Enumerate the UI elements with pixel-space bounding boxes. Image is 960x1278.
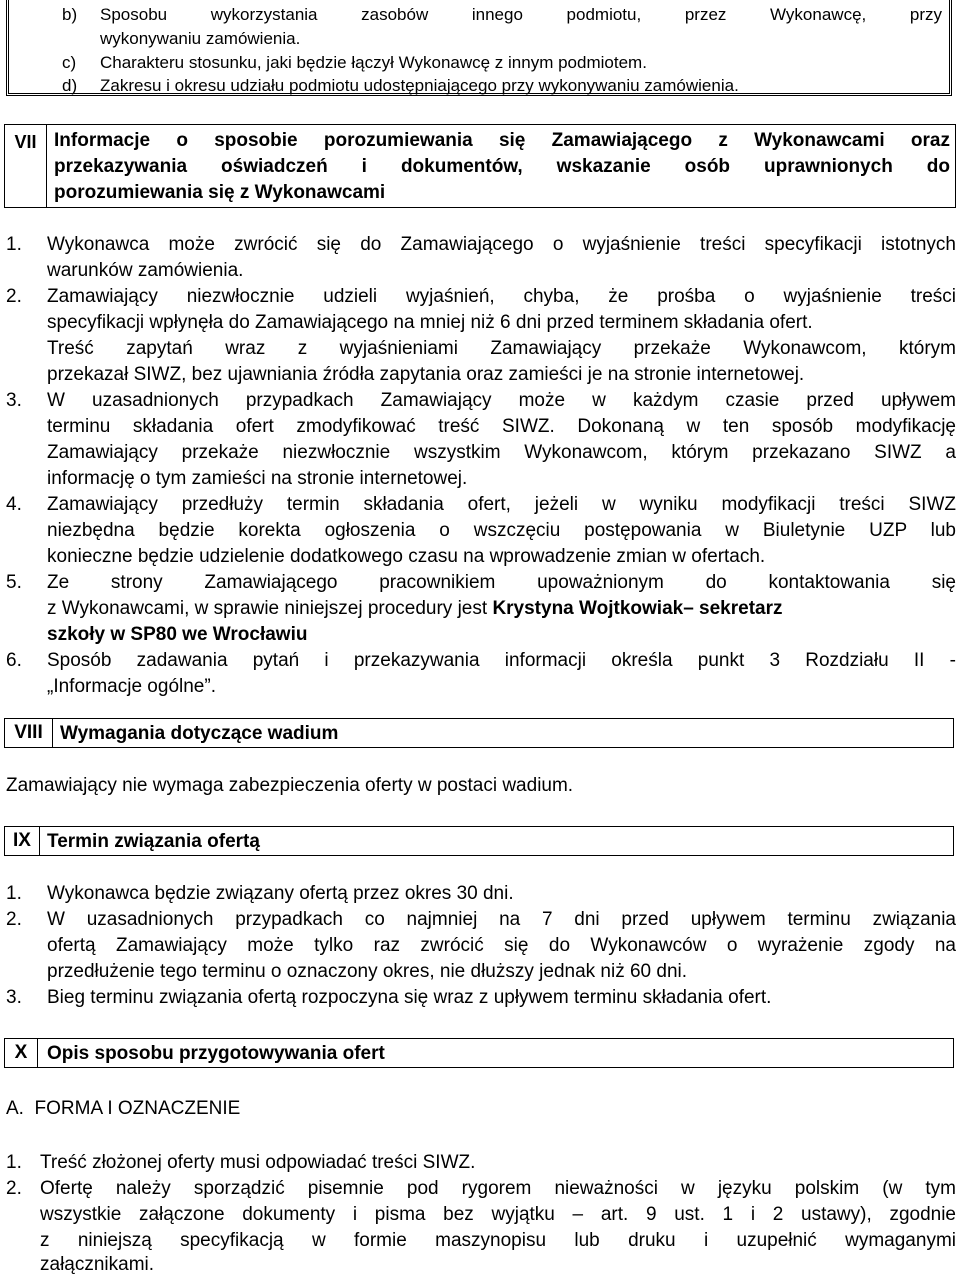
item-text: Treść złożonej oferty musi odpowiadać treści SIWZ. <box>40 1152 476 1173</box>
item-number: 2. <box>6 1178 22 1199</box>
item-text: specyfikacji wpłynęła do Zamawiającego na mniej niż 6 dni przed terminem składania ofert. <box>47 312 813 333</box>
item-text: z niniejszą specyfikacją w formie maszynopisu lub druku i uzupełnić wymaganymi <box>40 1230 956 1251</box>
item-text: Zamawiający niezwłocznie udzieli wyjaśnień, chyba, że prośba o wyjaśnienie treści <box>47 286 956 307</box>
item-number: 3. <box>6 987 22 1008</box>
list-item-cont <box>62 28 942 50</box>
item-text: warunków zamówienia. <box>47 260 244 281</box>
contact-person: Krystyna Wojtkowiak– sekretarz <box>492 598 783 619</box>
contact-person-school: szkoły w SP80 we Wrocławiu <box>47 624 308 645</box>
item-text: Zakresu i okresu udziału podmiotu udostępniającego przy wykonywaniu zamówienia. <box>100 76 739 95</box>
item-text: Zamawiający przedłuży termin składania ofert, jeżeli w wyniku modyfikacji treści SIWZ <box>47 494 956 515</box>
item-text: W uzasadnionych przypadkach co najmniej na 7 dni przed upływem terminu związania <box>47 909 956 930</box>
item-text: Ofertę należy sporządzić pisemnie pod rygorem nieważności w języku polskim (w tym <box>40 1178 956 1199</box>
section-title-line: przekazywania oświadczeń i dokumentów, wskazanie osób uprawnionych do <box>54 156 950 177</box>
section-header-ix <box>4 826 954 856</box>
item-text: konieczne będzie udzielenie dodatkowego czasu na wprowadzenie zmian w ofertach. <box>47 546 766 567</box>
section-number: X <box>5 1039 38 1067</box>
item-text: Wykonawca może zwrócić się do Zamawiającego o wyjaśnienie treści specyfikacji istotnych <box>47 234 956 255</box>
item-text: terminu składania ofert zmodyfikować treść SIWZ. Dokonaną w ten sposób modyfikację <box>47 416 956 437</box>
section-header-viii <box>4 718 954 748</box>
section-title-line: porozumiewania się z Wykonawcami <box>54 182 386 203</box>
section-title: Wymagania dotyczące wadium <box>60 723 339 744</box>
section-number: VII <box>5 125 47 207</box>
item-text: wszystkie załączone dokumenty i pisma bez wyjątku – art. 9 ust. 1 i 2 ustawy), zgodnie <box>40 1204 956 1225</box>
subheading: A. FORMA I OZNACZENIE <box>6 1098 241 1119</box>
item-number: 1. <box>6 883 22 904</box>
item-text: Wykonawca będzie związany ofertą przez okres 30 dni. <box>47 883 514 904</box>
item-label: d) <box>62 76 78 95</box>
item-number: 1. <box>6 234 22 255</box>
item-text: Sposób zadawania pytań i przekazywania informacji określa punkt 3 Rozdziału II - <box>47 650 956 671</box>
section-header-vii <box>4 124 956 208</box>
item-text-line <box>47 596 783 622</box>
section-number: IX <box>5 827 40 855</box>
item-number: 5. <box>6 572 22 593</box>
item-text: wykonywaniu zamówienia. <box>100 29 301 48</box>
list-item <box>62 4 942 26</box>
section-title: Termin związania ofertą <box>47 831 260 852</box>
item-text: informację o tym zamieści na stronie internetowej. <box>47 468 468 489</box>
item-text: Zamawiający przekaże niezwłocznie wszystkim Wykonawcom, którym przekazano SIWZ a <box>47 442 956 463</box>
item-text: Treść zapytań wraz z wyjaśnieniami Zamawiający przekaże Wykonawcom, którym <box>47 338 956 359</box>
item-text: W uzasadnionych przypadkach Zamawiający może w każdym czasie przed upływem <box>47 390 956 411</box>
item-text: Bieg terminu związania ofertą rozpoczyna się wraz z upływem terminu składania ofert. <box>47 987 772 1008</box>
item-number: 2. <box>6 286 22 307</box>
section-title: Opis sposobu przygotowywania ofert <box>47 1043 385 1064</box>
list-item <box>62 75 942 97</box>
item-number: 1. <box>6 1152 22 1173</box>
item-number: 3. <box>6 390 22 411</box>
item-text <box>47 622 307 648</box>
item-label: c) <box>62 53 77 72</box>
item-text: Ze strony Zamawiającego pracownikiem upoważnionym do kontaktowania się <box>47 572 956 593</box>
section-number: VIII <box>5 719 53 747</box>
item-text: ofertą Zamawiający może tylko raz zwrócić się do Wykonawców o wyrażenie zgody na <box>47 935 956 956</box>
item-text: „Informacje ogólne”. <box>47 676 216 697</box>
item-number: 4. <box>6 494 22 515</box>
item-text: Charakteru stosunku, jaki będzie łączył Wykonawcę z innym podmiotem. <box>100 53 647 72</box>
item-text: przekazał SIWZ, bez ujawniania źródła zapytania oraz zamieści je na stronie internetowej. <box>47 364 805 385</box>
item-text: niezbędna będzie korekta ogłoszenia o wszczęciu postępowania w Biuletynie UZP lub <box>47 520 956 541</box>
item-number: 6. <box>6 650 22 671</box>
item-number: 2. <box>6 909 22 930</box>
list-item <box>62 52 942 74</box>
section-title-line: Informacje o sposobie porozumiewania się Zamawiającego z Wykonawcami oraz <box>54 130 950 151</box>
item-text: przedłużenie tego terminu o oznaczony okres, nie dłuższy jednak niż 60 dni. <box>47 961 688 982</box>
item-text: Sposobu wykorzystania zasobów innego podmiotu, przez Wykonawcę, przy <box>100 5 942 24</box>
section-text: Zamawiający nie wymaga zabezpieczenia oferty w postaci wadium. <box>6 775 574 796</box>
item-text: załącznikami. <box>40 1254 155 1275</box>
item-text: z Wykonawcami, w sprawie niniejszej procedury jest <box>47 598 493 619</box>
section-header-x <box>4 1038 954 1068</box>
item-label: b) <box>62 5 78 24</box>
